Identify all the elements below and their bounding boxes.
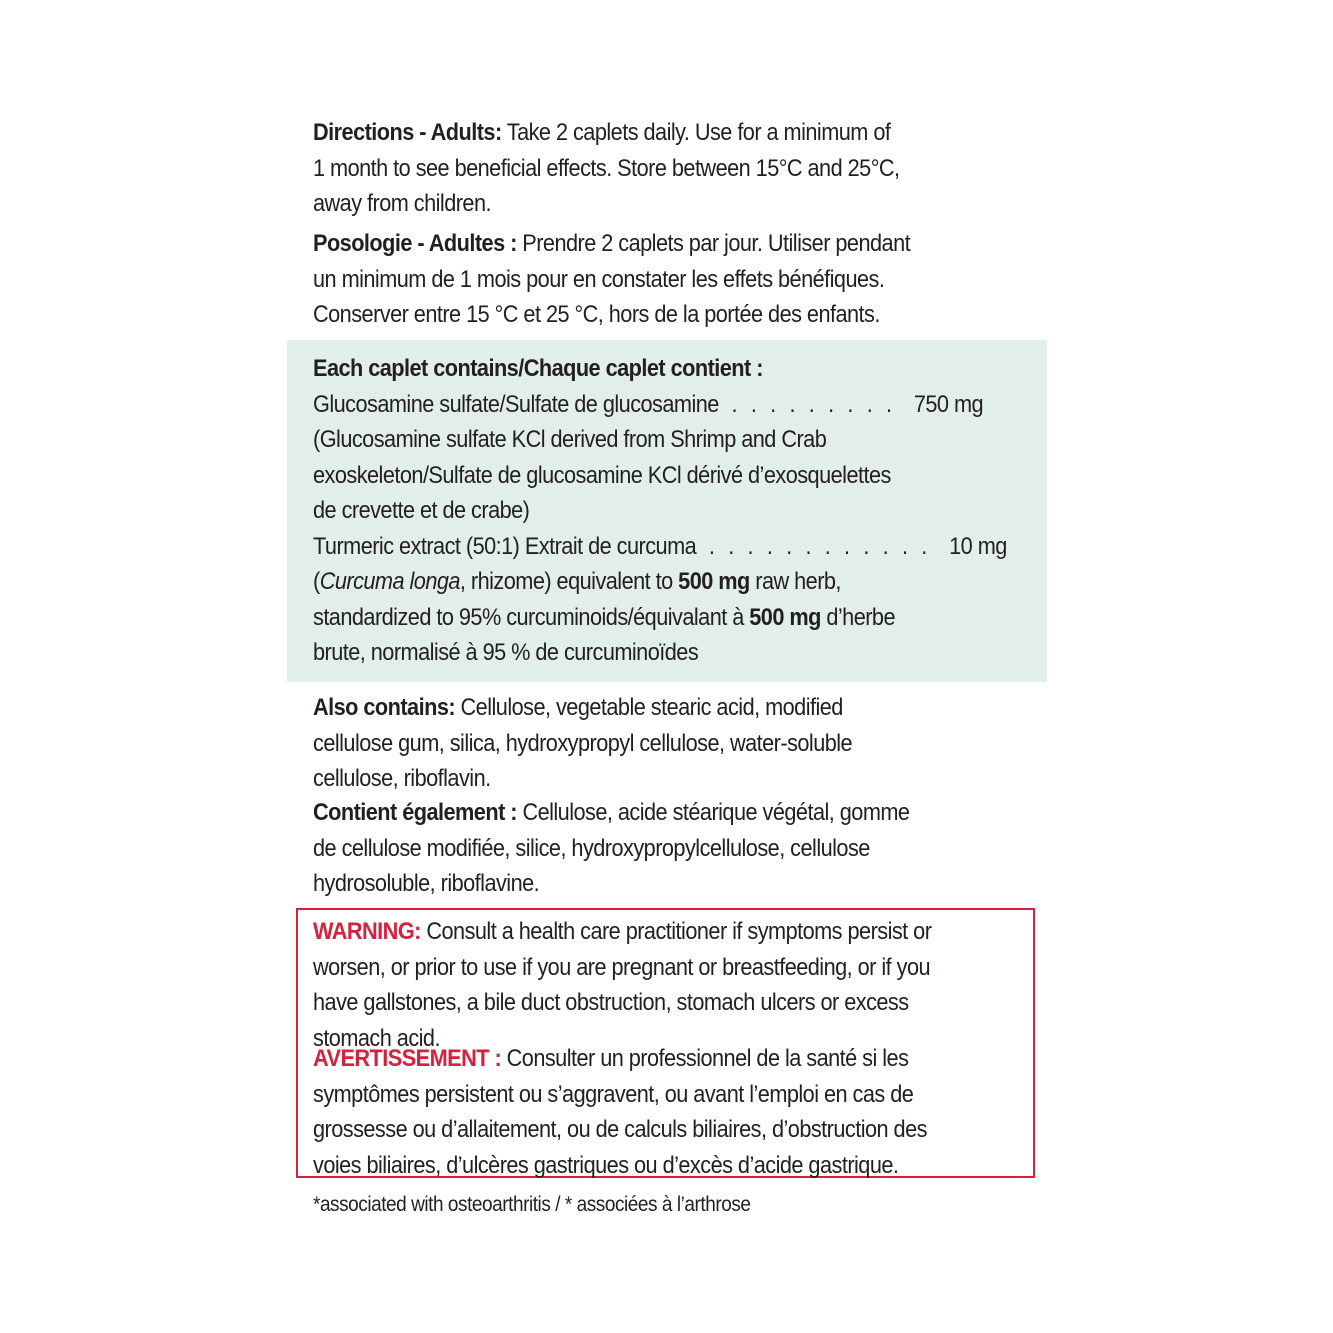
turmeric-paren-open: (: [313, 568, 320, 595]
avertissement-line-4: voies biliaires, d’ulcères gastriques ou d’excès d’acide gastrique.: [313, 1151, 899, 1179]
contient-section: [313, 795, 947, 902]
warning-text-1: Consult a health care practitioner if symptoms persist or: [420, 918, 932, 945]
glucosamine-detail-3: de crevette et de crabe): [313, 497, 530, 524]
glucosamine-amount: 750 mg: [913, 390, 984, 418]
turmeric-detail-2: [313, 600, 947, 636]
warning-heading: WARNING:: [313, 918, 421, 945]
glucosamine-leader-dots: . . . . . . . . .: [731, 390, 896, 418]
warning-line-4: stomach acid.: [313, 1024, 440, 1052]
avertissement-section: [313, 1041, 947, 1183]
turmeric-latin-name: Curcuma longa: [319, 568, 460, 595]
turmeric-detail-1-end: raw herb,: [749, 568, 841, 595]
directions-line-1: [313, 115, 947, 151]
turmeric-raw-herb-amount: 500 mg: [678, 568, 750, 595]
posologie-line-1: [313, 226, 947, 262]
also-contains-text-1: Cellulose, vegetable stearic acid, modified: [455, 694, 843, 721]
avertissement-line-3: grossesse ou d’allaitement, ou de calculs biliaires, d’obstruction des: [313, 1116, 927, 1143]
turmeric-herbe-amount: 500 mg: [749, 603, 821, 631]
turmeric-amount: 10 mg: [949, 532, 1007, 560]
warning-line-1: [313, 914, 947, 950]
turmeric-leader-dots: . . . . . . . . . . . .: [708, 532, 931, 560]
directions-line-2: 1 month to see beneficial effects. Store between 15°C and 25°C,: [313, 154, 900, 182]
ingredient-row-glucosamine: [313, 387, 1013, 423]
turmeric-name: Turmeric extract (50:1) Extrait de curcuma: [313, 532, 697, 560]
posologie-line-2: un minimum de 1 mois pour en constater les effets bénéfiques.: [313, 265, 885, 293]
also-contains-section: [313, 690, 947, 797]
also-contains-line-3: cellulose, riboflavin.: [313, 765, 491, 792]
avertissement-text-1: Consulter un professionnel de la santé si les: [501, 1045, 909, 1072]
turmeric-detail-1: [313, 564, 947, 600]
directions-section: [313, 115, 947, 222]
directions-heading: Directions - Adults:: [313, 119, 502, 146]
contient-line-1: [313, 795, 947, 831]
avertissement-line-2: symptômes persistent ou s’aggravent, ou avant l’emploi en cas de: [313, 1080, 914, 1108]
also-contains-line-2: cellulose gum, silica, hydroxypropyl cellulose, water-soluble: [313, 729, 853, 757]
posologie-section: [313, 226, 947, 333]
posologie-heading: Posologie - Adultes :: [313, 230, 517, 257]
warning-line-3: have gallstones, a bile duct obstruction, stomach ulcers or excess: [313, 989, 909, 1016]
avertissement-heading: AVERTISSEMENT :: [313, 1045, 502, 1072]
directions-text-1: Take 2 caplets daily. Use for a minimum of: [501, 119, 891, 146]
turmeric-detail-3: brute, normalisé à 95 % de curcuminoïdes: [313, 639, 699, 666]
contient-heading: Contient également :: [313, 799, 517, 826]
ingredients-section: [313, 351, 1007, 671]
glucosamine-detail-1: (Glucosamine sulfate KCl derived from Shrimp and Crab: [313, 426, 827, 453]
turmeric-detail-2-start: standardized to 95% curcuminoids/équivalant à: [313, 603, 750, 631]
ingredients-heading: Each caplet contains/Chaque caplet contient :: [313, 355, 763, 382]
warning-line-2: worsen, or prior to use if you are pregnant or breastfeeding, or if you: [313, 953, 931, 981]
contient-line-3: hydrosoluble, riboflavine.: [313, 870, 540, 897]
turmeric-detail-1-mid: , rhizome) equivalent to: [459, 568, 679, 595]
warning-section: [313, 914, 947, 1056]
contient-text-1: Cellulose, acide stéarique végétal, gomme: [516, 799, 910, 826]
glucosamine-detail-2: exoskeleton/Sulfate de glucosamine KCl dérivé d’exosquelettes: [313, 461, 891, 489]
directions-line-3: away from children.: [313, 190, 492, 217]
posologie-text-1: Prendre 2 caplets par jour. Utiliser pendant: [516, 230, 911, 257]
glucosamine-name: Glucosamine sulfate/Sulfate de glucosamine: [313, 390, 719, 418]
also-contains-line-1: [313, 690, 947, 726]
posologie-line-3: Conserver entre 15 °C et 25 °C, hors de la portée des enfants.: [313, 301, 880, 328]
ingredient-row-turmeric: [313, 529, 1013, 565]
avertissement-line-1: [313, 1041, 947, 1077]
footnote: *associated with osteoarthritis / * associées à l’arthrose: [313, 1193, 751, 1216]
contient-line-2: de cellulose modifiée, silice, hydroxypropylcellulose, cellulose: [313, 834, 870, 862]
also-contains-heading: Also contains:: [313, 694, 456, 721]
turmeric-detail-2-end: d’herbe: [820, 603, 896, 631]
